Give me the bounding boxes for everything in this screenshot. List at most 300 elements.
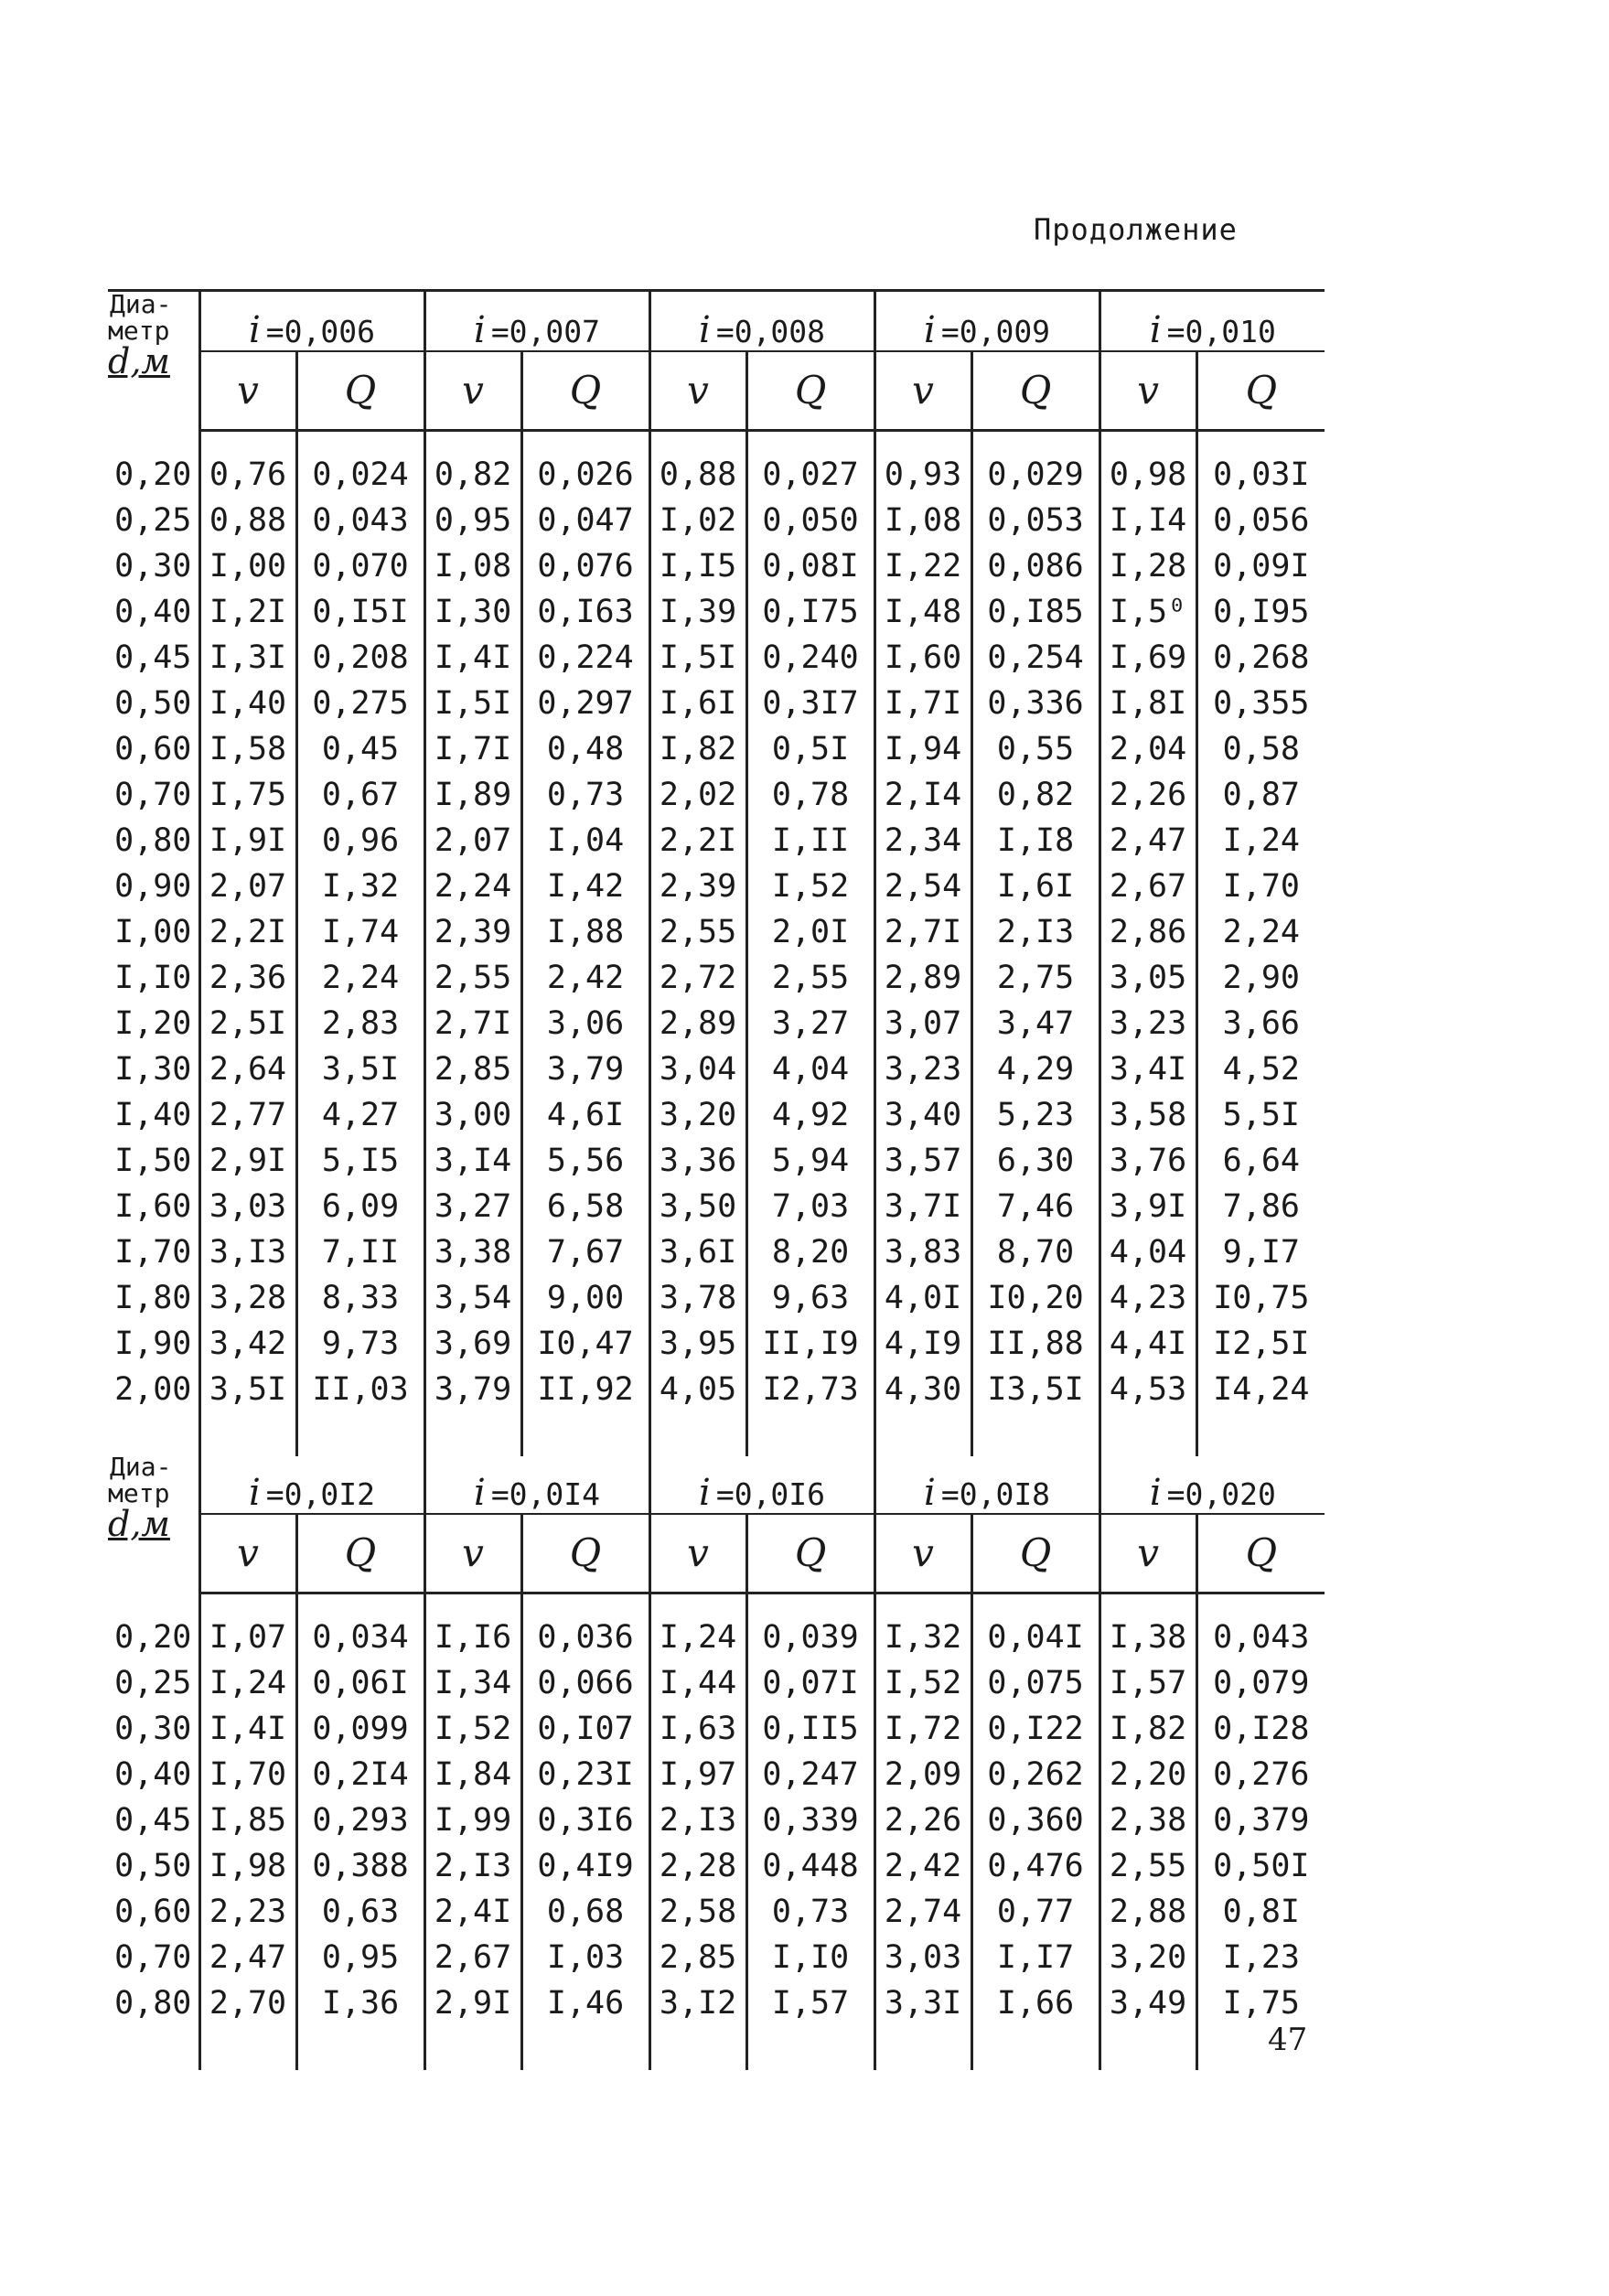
velocity-cell: 3,20	[649, 1092, 746, 1138]
diameter-cell: 0,50	[114, 684, 192, 722]
continuation-label: Продолжение	[1034, 212, 1238, 247]
diameter-cell: 0,80	[114, 821, 192, 859]
table-row	[108, 1138, 1325, 1184]
flow-cell: 2,24	[1196, 909, 1325, 955]
diameter-cell: I,50	[114, 1142, 192, 1179]
flow-cell: 2,75	[971, 955, 1099, 1001]
velocity-symbol: v	[912, 368, 934, 413]
velocity-cell: 3,58	[1099, 1092, 1196, 1138]
flow-cell: 6,64	[1196, 1138, 1325, 1184]
tail-cell	[521, 1412, 649, 1456]
header-row-vq	[108, 1514, 1325, 1593]
velocity-symbol: v	[1137, 368, 1159, 413]
flow-cell: I,42	[521, 864, 649, 909]
page-number: 47	[1268, 2022, 1308, 2058]
flow-cell: 0,78	[746, 772, 874, 818]
flow-cell: II,03	[296, 1367, 424, 1412]
velocity-cell: 2,26	[1099, 772, 1196, 818]
velocity-symbol: v	[462, 1530, 484, 1575]
flow-cell: 0,293	[296, 1797, 424, 1843]
flow-symbol: Q	[1245, 1530, 1278, 1575]
table-row	[108, 1615, 1325, 1660]
gap-cell	[649, 1593, 746, 1615]
flow-cell: 0,I28	[1196, 1706, 1325, 1752]
flow-cell: 0,73	[746, 1889, 874, 1935]
velocity-symbol: v	[687, 1530, 709, 1575]
flow-cell: I0,75	[1196, 1275, 1325, 1321]
tail-cell	[296, 2026, 424, 2070]
flow-cell: 0,099	[296, 1706, 424, 1752]
tail-cell	[1196, 1412, 1325, 1456]
velocity-header	[424, 1514, 521, 1593]
table-row	[108, 1275, 1325, 1321]
velocity-symbol: v	[1137, 1530, 1159, 1575]
flow-cell: 0,87	[1196, 772, 1325, 818]
velocity-cell: I,24	[649, 1615, 746, 1660]
slope-symbol: i	[249, 1472, 261, 1514]
flow-cell: 0,73	[521, 772, 649, 818]
tail-row	[108, 2026, 1325, 2070]
velocity-cell: 2,67	[424, 1935, 521, 1980]
flow-cell: 5,94	[746, 1138, 874, 1184]
gap-cell	[971, 431, 1099, 453]
velocity-cell: 4,I9	[874, 1321, 971, 1367]
flow-cell: 9,I7	[1196, 1229, 1325, 1275]
gap-cell	[1099, 431, 1196, 453]
table-row	[108, 1092, 1325, 1138]
flow-cell: 0,I75	[746, 589, 874, 635]
flow-cell: 0,3I7	[746, 681, 874, 726]
flow-cell: 0,2I4	[296, 1752, 424, 1797]
velocity-cell: 2,54	[874, 864, 971, 909]
gap-cell	[1196, 1593, 1325, 1615]
velocity-cell: 2,26	[874, 1797, 971, 1843]
flow-header	[971, 351, 1099, 431]
flow-cell: 7,46	[971, 1184, 1099, 1229]
flow-cell: 8,33	[296, 1275, 424, 1321]
diameter-cell: I,40	[114, 1096, 192, 1133]
velocity-cell: 2,70	[199, 1980, 296, 2026]
flow-cell: 6,58	[521, 1184, 649, 1229]
flow-cell: 9,00	[521, 1275, 649, 1321]
diameter-cell: I,60	[114, 1187, 192, 1225]
flow-cell: I0,47	[521, 1321, 649, 1367]
flow-cell: 0,II5	[746, 1706, 874, 1752]
flow-cell: 0,336	[971, 681, 1099, 726]
flow-cell: 4,04	[746, 1046, 874, 1092]
velocity-cell: I,5I	[424, 681, 521, 726]
flow-header	[746, 351, 874, 431]
flow-cell: 0,079	[1196, 1660, 1325, 1706]
table-row	[108, 543, 1325, 589]
flow-cell: I0,20	[971, 1275, 1099, 1321]
flow-cell: 0,68	[521, 1889, 649, 1935]
velocity-cell: I,38	[1099, 1615, 1196, 1660]
flow-cell: 2,42	[521, 955, 649, 1001]
slope-symbol: i	[1149, 309, 1162, 351]
flow-cell: 0,339	[746, 1797, 874, 1843]
diameter-cell: 0,30	[114, 1710, 192, 1747]
flow-cell: 0,240	[746, 635, 874, 681]
velocity-cell: I,99	[424, 1797, 521, 1843]
flow-symbol: Q	[569, 368, 602, 413]
flow-cell: 0,066	[521, 1660, 649, 1706]
diameter-header-line2: метр	[108, 316, 170, 346]
flow-cell: 0,96	[296, 818, 424, 864]
gap-cell	[296, 1593, 424, 1615]
velocity-cell: 4,04	[1099, 1229, 1196, 1275]
velocity-cell: 3,9I	[1099, 1184, 1196, 1229]
velocity-header	[199, 351, 296, 431]
table-row	[108, 1660, 1325, 1706]
diameter-cell: 0,60	[114, 730, 192, 767]
velocity-cell: 3,I2	[649, 1980, 746, 2026]
velocity-cell: 2,2I	[649, 818, 746, 864]
velocity-cell: I,2I	[199, 589, 296, 635]
tail-cell	[199, 1412, 296, 1456]
flow-symbol: Q	[1019, 368, 1052, 413]
gap-cell	[199, 1593, 296, 1615]
velocity-header	[874, 1514, 971, 1593]
velocity-cell: I,00	[199, 543, 296, 589]
velocity-cell: 2,77	[199, 1092, 296, 1138]
slope-symbol: i	[699, 309, 711, 351]
flow-cell: 0,043	[1196, 1615, 1325, 1660]
flow-cell: I,57	[746, 1980, 874, 2026]
diameter-cell: 0,60	[114, 1893, 192, 1930]
flow-cell: 8,70	[971, 1229, 1099, 1275]
flow-cell: 0,224	[521, 635, 649, 681]
velocity-cell: 3,79	[424, 1367, 521, 1412]
table-row	[108, 635, 1325, 681]
velocity-cell: I,08	[874, 498, 971, 543]
flow-cell: I,70	[1196, 864, 1325, 909]
slope-header	[649, 291, 874, 352]
gap-row	[108, 1593, 1325, 1615]
velocity-cell: I,5I	[649, 635, 746, 681]
flow-cell: 5,I5	[296, 1138, 424, 1184]
flow-cell: 0,5I	[746, 726, 874, 772]
velocity-cell: 3,40	[874, 1092, 971, 1138]
velocity-cell: 2,85	[649, 1935, 746, 1980]
velocity-cell: I,75	[199, 772, 296, 818]
slope-header	[1099, 291, 1325, 352]
tail-cell	[971, 2026, 1099, 2070]
flow-header	[296, 1514, 424, 1593]
velocity-cell: 4,30	[874, 1367, 971, 1412]
diameter-cell: 0,30	[114, 547, 192, 585]
flow-cell: 4,6I	[521, 1092, 649, 1138]
slope-value: =0,0I8	[940, 1476, 1051, 1512]
gap-cell	[424, 431, 521, 453]
velocity-cell: 2,I4	[874, 772, 971, 818]
velocity-cell: 3,05	[1099, 955, 1196, 1001]
velocity-cell: 2,I3	[424, 1843, 521, 1889]
velocity-cell: 0,76	[199, 452, 296, 498]
velocity-cell: I,28	[1099, 543, 1196, 589]
slope-value: =0,0I2	[265, 1476, 376, 1512]
flow-symbol: Q	[1245, 368, 1278, 413]
flow-cell: 0,043	[296, 498, 424, 543]
velocity-cell: 2,86	[1099, 909, 1196, 955]
diameter-cell: 2,00	[114, 1370, 192, 1408]
velocity-cell: 3,42	[199, 1321, 296, 1367]
flow-symbol: Q	[344, 1530, 377, 1575]
velocity-cell: 3,54	[424, 1275, 521, 1321]
velocity-cell: 2,47	[199, 1935, 296, 1980]
flow-cell: 0,07I	[746, 1660, 874, 1706]
flow-cell: 0,I07	[521, 1706, 649, 1752]
velocity-cell: 2,28	[649, 1843, 746, 1889]
velocity-cell: 3,07	[874, 1001, 971, 1046]
flow-cell: II,I9	[746, 1321, 874, 1367]
flow-cell: II,88	[971, 1321, 1099, 1367]
velocity-cell: I,94	[874, 726, 971, 772]
velocity-cell: I,24	[199, 1660, 296, 1706]
table-row	[108, 1367, 1325, 1412]
velocity-cell: 4,23	[1099, 1275, 1196, 1321]
velocity-cell: 4,53	[1099, 1367, 1196, 1412]
velocity-cell: 3,5I	[199, 1367, 296, 1412]
gap-cell	[1196, 431, 1325, 453]
velocity-cell: I,57	[1099, 1660, 1196, 1706]
velocity-header	[424, 351, 521, 431]
velocity-cell: I,22	[874, 543, 971, 589]
velocity-header	[874, 351, 971, 431]
velocity-cell: I,48	[874, 589, 971, 635]
velocity-cell: 2,88	[1099, 1889, 1196, 1935]
flow-cell: 8,20	[746, 1229, 874, 1275]
velocity-cell: I,8I	[1099, 681, 1196, 726]
flow-cell: 5,56	[521, 1138, 649, 1184]
flow-cell: I,74	[296, 909, 424, 955]
table-row	[108, 1752, 1325, 1797]
tail-row	[108, 1412, 1325, 1456]
slope-symbol: i	[249, 309, 261, 351]
flow-cell: 0,297	[521, 681, 649, 726]
velocity-cell: 3,28	[199, 1275, 296, 1321]
velocity-cell: 2,85	[424, 1046, 521, 1092]
slope-value: =0,008	[715, 314, 826, 349]
header-row-slopes	[108, 291, 1325, 352]
velocity-cell: 3,95	[649, 1321, 746, 1367]
flow-symbol: Q	[794, 1530, 827, 1575]
velocity-cell: I,32	[874, 1615, 971, 1660]
flow-cell: 3,79	[521, 1046, 649, 1092]
diameter-header	[108, 291, 199, 431]
flow-cell: 7,II	[296, 1229, 424, 1275]
velocity-cell: I,4I	[424, 635, 521, 681]
flow-symbol: Q	[344, 368, 377, 413]
velocity-cell: 2,07	[424, 818, 521, 864]
velocity-header	[649, 351, 746, 431]
diameter-header-line1: Диа-	[110, 290, 172, 319]
flow-cell: I,46	[521, 1980, 649, 2026]
velocity-cell: 2,09	[874, 1752, 971, 1797]
velocity-cell: I,39	[649, 589, 746, 635]
flow-cell: 0,056	[1196, 498, 1325, 543]
velocity-cell: 2,39	[424, 909, 521, 955]
flow-cell: 0,275	[296, 681, 424, 726]
flow-cell: 0,075	[971, 1660, 1099, 1706]
velocity-cell: I,34	[424, 1660, 521, 1706]
flow-cell: 0,076	[521, 543, 649, 589]
velocity-cell: I,85	[199, 1797, 296, 1843]
velocity-cell: 0,98	[1099, 452, 1196, 498]
flow-cell: 4,52	[1196, 1046, 1325, 1092]
flow-cell: I4,24	[1196, 1367, 1325, 1412]
tail-cell	[874, 2026, 971, 2070]
flow-cell: 0,476	[971, 1843, 1099, 1889]
flow-cell: 0,I5I	[296, 589, 424, 635]
flow-cell: 0,I63	[521, 589, 649, 635]
velocity-cell: 2,89	[649, 1001, 746, 1046]
flow-table-1	[108, 289, 1325, 1456]
velocity-symbol: v	[462, 368, 484, 413]
flow-cell: 2,I3	[971, 909, 1099, 955]
velocity-header	[1099, 351, 1196, 431]
gap-cell	[108, 431, 199, 453]
velocity-cell: 0,82	[424, 452, 521, 498]
slope-header	[874, 1454, 1099, 1514]
velocity-cell: 2,7I	[424, 1001, 521, 1046]
flow-cell: I,I0	[746, 1935, 874, 1980]
velocity-cell: 0,95	[424, 498, 521, 543]
flow-table-2	[108, 1454, 1325, 2070]
tail-cell	[424, 1412, 521, 1456]
flow-cell: I,88	[521, 909, 649, 955]
gap-cell	[296, 431, 424, 453]
table-row	[108, 955, 1325, 1001]
flow-cell: 0,67	[296, 772, 424, 818]
diameter-cell: 0,80	[114, 1984, 192, 2022]
tail-cell	[649, 1412, 746, 1456]
velocity-cell: 2,4I	[424, 1889, 521, 1935]
flow-cell: 0,254	[971, 635, 1099, 681]
diameter-cell: 0,45	[114, 638, 192, 676]
flow-header	[521, 351, 649, 431]
velocity-cell: 3,78	[649, 1275, 746, 1321]
table-row	[108, 1229, 1325, 1275]
slope-header	[1099, 1454, 1325, 1514]
velocity-cell: 2,23	[199, 1889, 296, 1935]
velocity-cell: 2,04	[1099, 726, 1196, 772]
slope-header	[199, 291, 424, 352]
flow-cell: 0,08I	[746, 543, 874, 589]
velocity-cell: 2,9I	[424, 1980, 521, 2026]
velocity-cell: I,02	[649, 498, 746, 543]
flow-cell: 0,55	[971, 726, 1099, 772]
diameter-cell: I,20	[114, 1004, 192, 1042]
velocity-cell: I,I5	[649, 543, 746, 589]
flow-cell: 0,262	[971, 1752, 1099, 1797]
tail-cell	[649, 2026, 746, 2070]
velocity-cell: I,58	[199, 726, 296, 772]
slope-symbol: i	[699, 1472, 711, 1514]
velocity-cell: I,7I	[424, 726, 521, 772]
flow-cell: 6,30	[971, 1138, 1099, 1184]
velocity-cell: I,40	[199, 681, 296, 726]
diameter-cell: 0,45	[114, 1801, 192, 1839]
table-row	[108, 1184, 1325, 1229]
velocity-cell: 2,67	[1099, 864, 1196, 909]
flow-cell: I,03	[521, 1935, 649, 1980]
flow-cell: 0,029	[971, 452, 1099, 498]
table-row	[108, 909, 1325, 955]
velocity-cell: 3,23	[874, 1046, 971, 1092]
gap-cell	[199, 431, 296, 453]
table-row	[108, 1321, 1325, 1367]
velocity-cell: 2,64	[199, 1046, 296, 1092]
velocity-cell: 3,20	[1099, 1935, 1196, 1980]
velocity-cell: I,98	[199, 1843, 296, 1889]
velocity-cell: I,60	[874, 635, 971, 681]
table-row	[108, 1935, 1325, 1980]
velocity-cell: I,5⁰	[1099, 589, 1196, 635]
gap-cell	[649, 431, 746, 453]
diameter-cell: I,80	[114, 1279, 192, 1316]
diameter-cell: I,00	[114, 913, 192, 950]
diameter-cell: 0,70	[114, 776, 192, 813]
table-row	[108, 818, 1325, 864]
velocity-cell: 2,34	[874, 818, 971, 864]
flow-cell: 0,48	[521, 726, 649, 772]
gap-row	[108, 431, 1325, 453]
velocity-cell: 0,93	[874, 452, 971, 498]
velocity-cell: I,44	[649, 1660, 746, 1706]
flow-header	[1196, 351, 1325, 431]
diameter-cell: 0,50	[114, 1847, 192, 1884]
flow-cell: 0,I22	[971, 1706, 1099, 1752]
velocity-cell: 2,38	[1099, 1797, 1196, 1843]
diameter-cell: I,I0	[114, 959, 192, 996]
flow-cell: 3,27	[746, 1001, 874, 1046]
diameter-cell: 0,20	[114, 456, 192, 493]
flow-cell: 2,83	[296, 1001, 424, 1046]
slope-symbol: i	[924, 1472, 936, 1514]
velocity-cell: 2,24	[424, 864, 521, 909]
velocity-cell: I,72	[874, 1706, 971, 1752]
flow-cell: 2,55	[746, 955, 874, 1001]
flow-cell: 0,63	[296, 1889, 424, 1935]
velocity-cell: I,I4	[1099, 498, 1196, 543]
velocity-cell: 2,20	[1099, 1752, 1196, 1797]
flow-cell: 2,90	[1196, 955, 1325, 1001]
diameter-header-line1: Диа-	[110, 1454, 172, 1482]
slope-header	[874, 291, 1099, 352]
flow-cell: 9,63	[746, 1275, 874, 1321]
flow-cell: I,6I	[971, 864, 1099, 909]
velocity-cell: I,63	[649, 1706, 746, 1752]
flow-cell: 0,379	[1196, 1797, 1325, 1843]
flow-cell: 0,23I	[521, 1752, 649, 1797]
diameter-cell: 0,25	[114, 501, 192, 539]
flow-header	[746, 1514, 874, 1593]
flow-cell: 0,3I6	[521, 1797, 649, 1843]
velocity-cell: 4,0I	[874, 1275, 971, 1321]
flow-cell: 2,24	[296, 955, 424, 1001]
velocity-cell: 4,05	[649, 1367, 746, 1412]
diameter-header-line3: d,м	[108, 1504, 170, 1545]
table-row	[108, 452, 1325, 498]
velocity-cell: 3,27	[424, 1184, 521, 1229]
flow-cell: 4,92	[746, 1092, 874, 1138]
slope-header	[424, 291, 649, 352]
velocity-cell: 2,36	[199, 955, 296, 1001]
flow-symbol: Q	[1019, 1530, 1052, 1575]
flow-cell: 0,026	[521, 452, 649, 498]
slope-symbol: i	[474, 309, 486, 351]
